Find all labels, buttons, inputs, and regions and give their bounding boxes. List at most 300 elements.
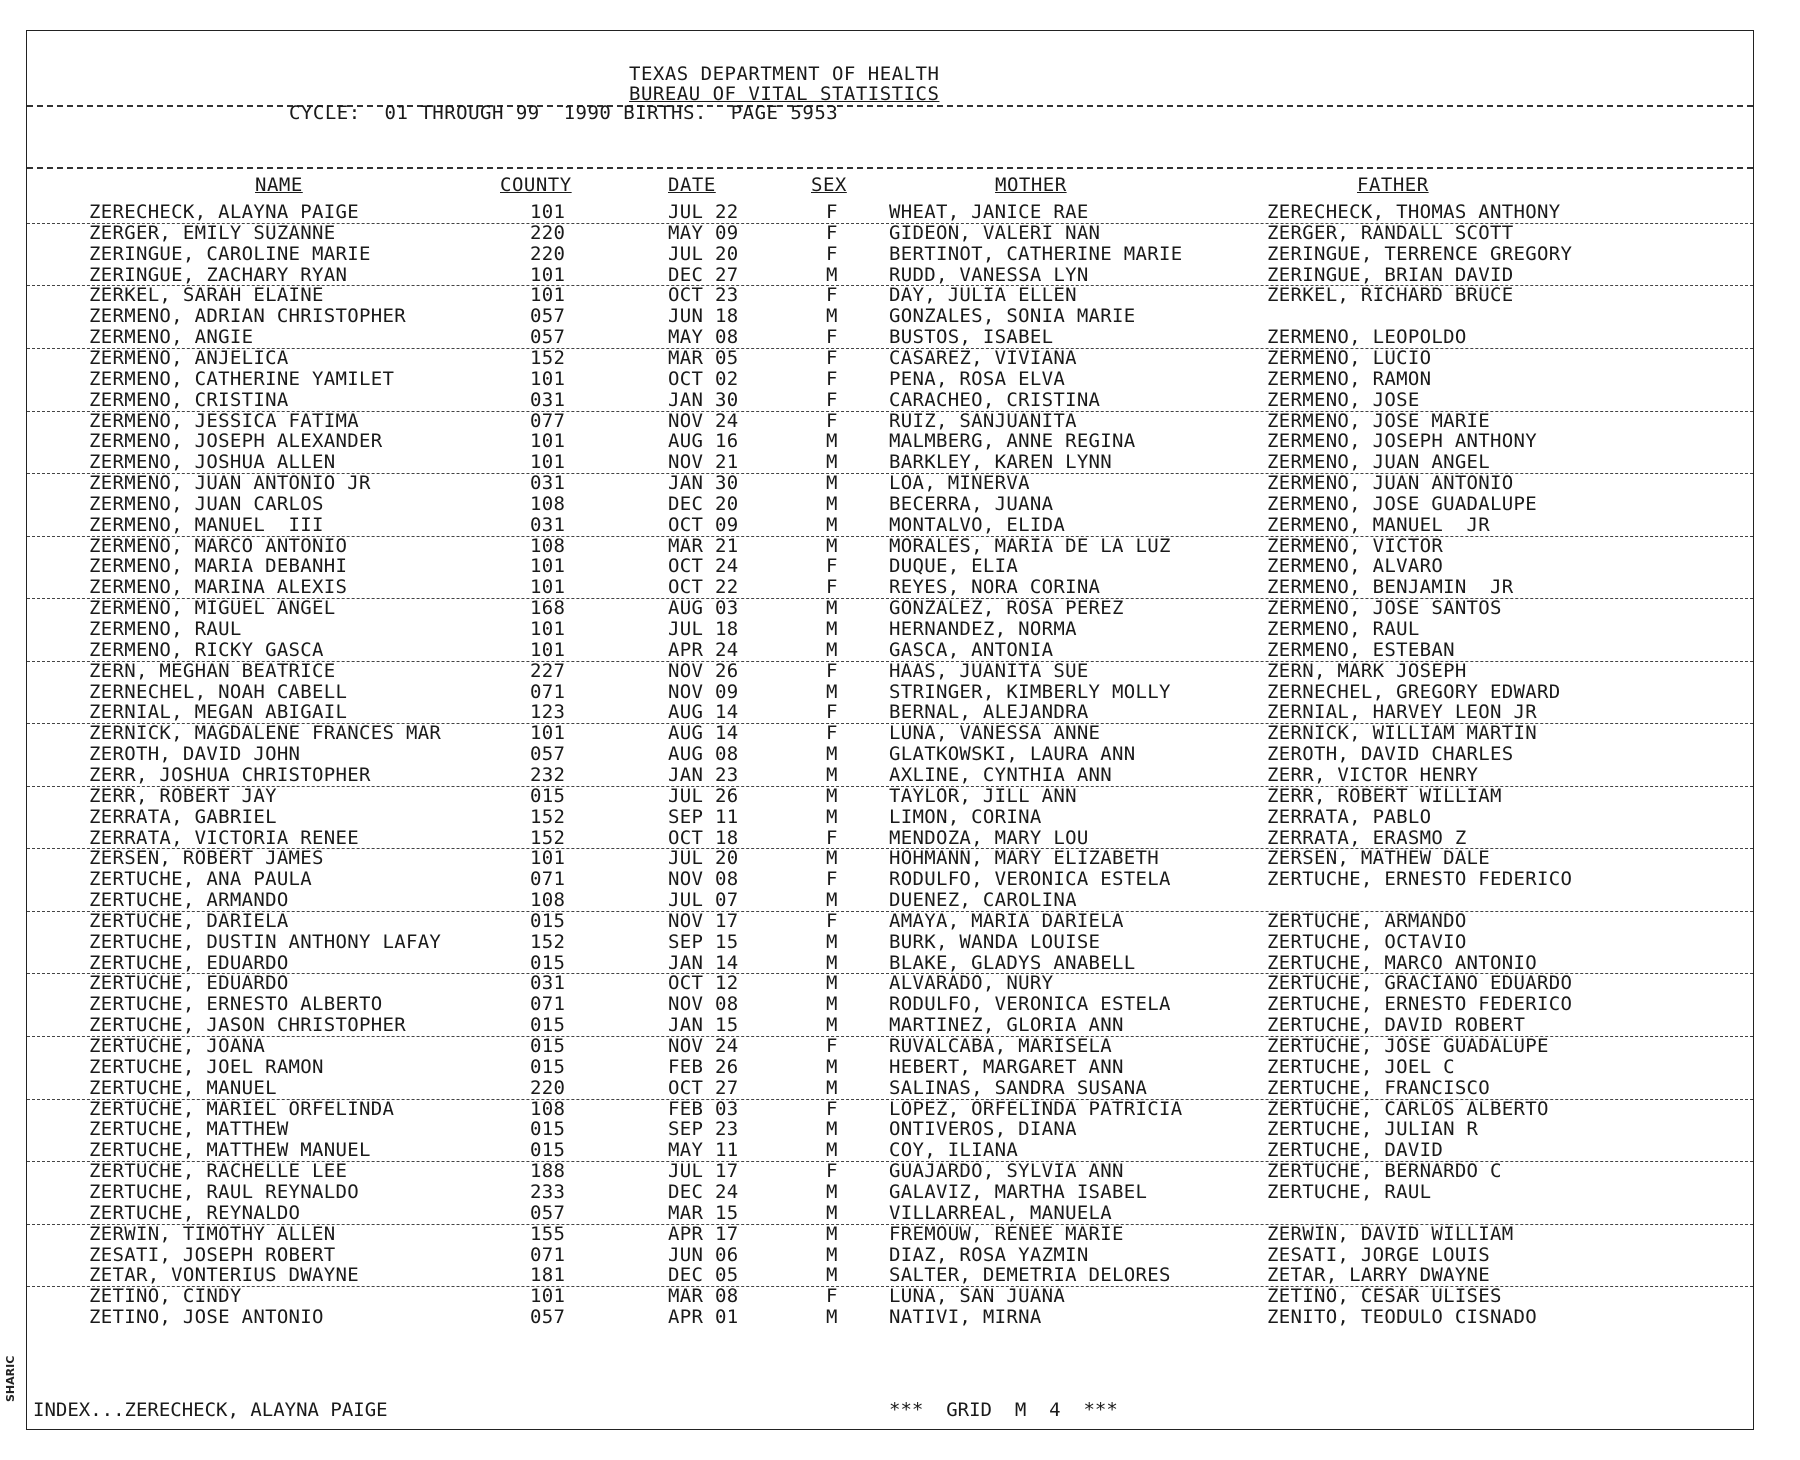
cell-sex: M [826, 493, 838, 514]
index-line: INDEX...ZERECHECK, ALAYNA PAIGE [33, 1399, 388, 1421]
cell-county: 101 [530, 264, 566, 285]
cell-mother: RUVALCABA, MARISELA [889, 1036, 1113, 1056]
cell-name: ZERNICK, MAGDALENE FRANCES MAR [89, 723, 442, 744]
cell-mother: FREMOUW, RENEE MARIE [889, 1223, 1124, 1244]
cell-county: 077 [530, 410, 566, 431]
cell-date: AUG 14 [668, 723, 739, 744]
cell-date: NOV 24 [668, 410, 739, 431]
table-row [27, 932, 1753, 953]
cell-date: JUN 06 [668, 1244, 739, 1265]
cell-sex: F [826, 389, 838, 410]
cell-sex: F [826, 660, 838, 681]
cell-father: ZEROTH, DAVID CHARLES [1267, 744, 1514, 765]
cell-name: ZERTUCHE, EDUARDO [89, 952, 289, 973]
cell-father: ZERWIN, DAVID WILLIAM [1267, 1223, 1514, 1244]
table-row [27, 1203, 1753, 1225]
cell-county: 071 [530, 681, 566, 702]
cell-date: NOV 21 [668, 452, 739, 473]
cell-father: ZERSEN, MATHEW DALE [1267, 848, 1491, 869]
table-row [27, 244, 1753, 265]
cell-name: ZERMENO, JESSICA FATIMA [89, 410, 359, 431]
cell-date: FEB 03 [668, 1098, 739, 1119]
cell-date: AUG 08 [668, 744, 739, 765]
cell-mother: BUSTOS, ISABEL [889, 327, 1054, 348]
cell-county: 071 [530, 994, 566, 1015]
cell-mother: DIAZ, ROSA YAZMIN [889, 1244, 1089, 1265]
cell-name: ZERGER, EMILY SUZANNE [89, 222, 336, 243]
cell-county: 220 [530, 222, 566, 243]
cell-father: ZERTUCHE, CARLOS ALBERTO [1267, 1098, 1549, 1119]
cell-mother: GLATKOWSKI, LAURA ANN [889, 744, 1136, 765]
cell-sex: M [826, 1265, 838, 1286]
table-row [27, 515, 1753, 537]
cell-father: ZERTUCHE, ERNESTO FEDERICO [1267, 869, 1573, 890]
cell-name: ZETINO, JOSE ANTONIO [89, 1307, 324, 1328]
cell-sex: M [826, 598, 838, 619]
cell-sex: M [826, 1223, 838, 1244]
cell-father: ZERMENO, LEOPOLDO [1267, 327, 1467, 348]
cell-father: ZERTUCHE, MARCO ANTONIO [1267, 952, 1537, 973]
cell-sex: M [826, 1181, 838, 1202]
cell-name: ZERRATA, VICTORIA RENEE [89, 827, 359, 848]
table-row [27, 1224, 1753, 1245]
cell-father: ZERRATA, ERASMO Z [1267, 827, 1467, 848]
cell-mother: SALTER, DEMETRIA DELORES [889, 1265, 1171, 1286]
cell-mother: NATIVI, MIRNA [889, 1307, 1042, 1328]
cell-father: ZERTUCHE, JOEL C [1267, 1056, 1455, 1077]
table-row [27, 369, 1753, 390]
cell-father: ZERINGUE, BRIAN DAVID [1267, 264, 1514, 285]
cell-father: ZERR, ROBERT WILLIAM [1267, 785, 1502, 806]
cell-sex: M [826, 764, 838, 785]
cell-mother: GIDEON, VALERI NAN [889, 222, 1101, 243]
cell-county: 015 [530, 1056, 566, 1077]
cell-father: ZERTUCHE, DAVID [1267, 1140, 1444, 1161]
cell-date: NOV 08 [668, 869, 739, 890]
table-row [27, 869, 1753, 890]
cell-county: 152 [530, 931, 566, 952]
cell-sex: M [826, 785, 838, 806]
cell-father: ZERTUCHE, FRANCISCO [1267, 1077, 1491, 1098]
cell-date: JAN 14 [668, 952, 739, 973]
cell-name: ZERMENO, MARINA ALEXIS [89, 577, 348, 598]
cell-father: ZERMENO, JOSE [1267, 389, 1420, 410]
cell-father: ZERMENO, ESTEBAN [1267, 639, 1455, 660]
cell-county: 015 [530, 952, 566, 973]
cell-father: ZETINO, CESAR ULISES [1267, 1286, 1502, 1307]
cell-county: 101 [530, 577, 566, 598]
cell-name: ZERECHECK, ALAYNA PAIGE [89, 202, 359, 222]
cell-sex: M [826, 744, 838, 765]
cell-date: MAR 08 [668, 1286, 739, 1307]
table-row [27, 890, 1753, 912]
cell-mother: DAY, JULIA ELLEN [889, 285, 1077, 306]
cell-county: 101 [530, 639, 566, 660]
cell-county: 233 [530, 1181, 566, 1202]
cell-date: OCT 18 [668, 827, 739, 848]
cell-father: ZERNICK, WILLIAM MARTIN [1267, 723, 1537, 744]
cell-county: 015 [530, 1119, 566, 1140]
table-row [27, 848, 1753, 869]
cell-mother: BARKLEY, KAREN LYNN [889, 452, 1113, 473]
cell-date: DEC 05 [668, 1265, 739, 1286]
cell-name: ZERNIAL, MEGAN ABIGAIL [89, 702, 348, 723]
cell-mother: SALINAS, SANDRA SUSANA [889, 1077, 1148, 1098]
cell-date: NOV 17 [668, 910, 739, 931]
cell-sex: M [826, 973, 838, 994]
cell-name: ZERWIN, TIMOTHY ALLEN [89, 1223, 336, 1244]
cell-date: MAR 05 [668, 347, 739, 368]
cell-county: 057 [530, 744, 566, 765]
cell-date: OCT 22 [668, 577, 739, 598]
department-title: TEXAS DEPARTMENT OF HEALTH [629, 63, 940, 85]
cell-date: OCT 02 [668, 368, 739, 389]
cell-mother: AXLINE, CYNTHIA ANN [889, 764, 1113, 785]
cell-date: DEC 20 [668, 493, 739, 514]
cell-date: DEC 24 [668, 1181, 739, 1202]
cell-sex: F [826, 869, 838, 890]
cell-sex: F [826, 327, 838, 348]
cell-mother: COY, ILIANA [889, 1140, 1019, 1161]
cell-date: OCT 24 [668, 556, 739, 577]
cell-father: ZERMENO, ALVARO [1267, 556, 1444, 577]
cell-county: 108 [530, 493, 566, 514]
cell-sex: M [826, 431, 838, 452]
cell-father: ZERMENO, JOSE SANTOS [1267, 598, 1502, 619]
cell-sex: F [826, 827, 838, 848]
cell-county: 168 [530, 598, 566, 619]
cell-county: 188 [530, 1161, 566, 1182]
cell-name: ZERMENO, JUAN ANTONIO JR [89, 473, 371, 494]
cell-date: JAN 30 [668, 389, 739, 410]
table-row [27, 661, 1753, 682]
cell-county: 015 [530, 785, 566, 806]
cell-county: 108 [530, 890, 566, 911]
cell-date: JUN 18 [668, 306, 739, 327]
cell-sex: M [826, 806, 838, 827]
cell-father: ZERTUCHE, JOSE GUADALUPE [1267, 1036, 1549, 1056]
cell-mother: LUNA, SAN JUANA [889, 1286, 1066, 1307]
cell-date: MAY 08 [668, 327, 739, 348]
cell-county: 031 [530, 473, 566, 494]
cell-county: 057 [530, 1202, 566, 1223]
cell-county: 101 [530, 1286, 566, 1307]
table-row [27, 786, 1753, 807]
cell-mother: LUNA, VANESSA ANNE [889, 723, 1101, 744]
cell-sex: M [826, 473, 838, 494]
cell-father: ZERMENO, JUAN ANTONIO [1267, 473, 1514, 494]
cell-name: ZERMENO, ANGIE [89, 327, 254, 348]
table-row [27, 1161, 1753, 1182]
table-row [27, 1015, 1753, 1037]
cell-date: APR 24 [668, 639, 739, 660]
cell-sex: M [826, 535, 838, 556]
cell-name: ZERTUCHE, MARIEL ORFELINDA [89, 1098, 395, 1119]
cell-father: ZESATI, JORGE LOUIS [1267, 1244, 1491, 1265]
cell-date: MAY 11 [668, 1140, 739, 1161]
cell-mother: MARTINEZ, GLORIA ANN [889, 1015, 1124, 1036]
cell-date: SEP 23 [668, 1119, 739, 1140]
cell-county: 101 [530, 848, 566, 869]
cell-name: ZERTUCHE, DUSTIN ANTHONY LAFAY [89, 931, 442, 952]
table-row [27, 598, 1753, 619]
cell-father: ZERR, VICTOR HENRY [1267, 764, 1479, 785]
cell-sex: M [826, 514, 838, 535]
cell-mother: RUIZ, SANJUANITA [889, 410, 1077, 431]
cell-mother: BECERRA, JUANA [889, 493, 1054, 514]
table-row [27, 744, 1753, 765]
cell-county: 108 [530, 535, 566, 556]
cell-name: ZERN, MEGHAN BEATRICE [89, 660, 336, 681]
cell-county: 071 [530, 869, 566, 890]
cell-father: ZERMENO, JOSEPH ANTHONY [1267, 431, 1537, 452]
cell-name: ZERTUCHE, RAUL REYNALDO [89, 1181, 359, 1202]
cell-name: ZERR, JOSHUA CHRISTOPHER [89, 764, 371, 785]
cell-county: 031 [530, 514, 566, 535]
table-row [27, 619, 1753, 640]
cell-mother: BERNAL, ALEJANDRA [889, 702, 1089, 723]
cell-mother: VILLARREAL, MANUELA [889, 1202, 1113, 1223]
record-page [26, 30, 1754, 1430]
cell-name: ZERMENO, JOSHUA ALLEN [89, 452, 336, 473]
cell-date: JUL 20 [668, 848, 739, 869]
cell-county: 071 [530, 1244, 566, 1265]
cell-name: ZERMENO, MARCO ANTONIO [89, 535, 348, 556]
cell-mother: GONZALEZ, ROSA PEREZ [889, 598, 1124, 619]
cell-name: ZESATI, JOSEPH ROBERT [89, 1244, 336, 1265]
cell-sex: F [826, 222, 838, 243]
table-row [27, 973, 1753, 994]
cell-name: ZERTUCHE, ERNESTO ALBERTO [89, 994, 383, 1015]
cell-county: 031 [530, 389, 566, 410]
table-row [27, 223, 1753, 244]
cell-sex: M [826, 1307, 838, 1328]
cell-father: ZETAR, LARRY DWAYNE [1267, 1265, 1491, 1286]
table-row [27, 723, 1753, 744]
cell-county: 108 [530, 1098, 566, 1119]
cell-name: ZERMENO, MARIA DEBANHI [89, 556, 348, 577]
cell-name: ZERTUCHE, ANA PAULA [89, 869, 313, 890]
cell-sex: F [826, 243, 838, 264]
cell-mother: GALAVIZ, MARTHA ISABEL [889, 1181, 1148, 1202]
cell-name: ZERTUCHE, MANUEL [89, 1077, 277, 1098]
cell-father: ZERMENO, RAUL [1267, 619, 1420, 639]
cell-sex: F [826, 347, 838, 368]
cell-name: ZERTUCHE, REYNALDO [89, 1202, 301, 1223]
cell-name: ZERTUCHE, JOEL RAMON [89, 1056, 324, 1077]
cell-mother: WHEAT, JANICE RAE [889, 202, 1089, 222]
cell-father: ZERNECHEL, GREGORY EDWARD [1267, 681, 1561, 702]
cell-name: ZERINGUE, ZACHARY RYAN [89, 264, 348, 285]
cell-father: ZERTUCHE, JULIAN R [1267, 1119, 1479, 1140]
cell-sex: F [826, 202, 838, 222]
cell-county: 015 [530, 1015, 566, 1036]
cell-father: ZERTUCHE, ERNESTO FEDERICO [1267, 994, 1573, 1015]
cell-county: 227 [530, 660, 566, 681]
cell-father: ZERMENO, JUAN ANGEL [1267, 452, 1491, 473]
cell-mother: DUENEZ, CAROLINA [889, 890, 1077, 911]
table-row [27, 1265, 1753, 1287]
cell-county: 101 [530, 285, 566, 306]
cell-mother: HAAS, JUANITA SUE [889, 660, 1089, 681]
cell-date: APR 17 [668, 1223, 739, 1244]
table-row [27, 265, 1753, 287]
cell-county: 015 [530, 1036, 566, 1056]
cell-name: ZERMENO, JUAN CARLOS [89, 493, 324, 514]
cell-date: JUL 18 [668, 619, 739, 639]
cell-mother: GASCA, ANTONIA [889, 639, 1054, 660]
cell-county: 232 [530, 764, 566, 785]
cell-name: ZERSEN, ROBERT JAMES [89, 848, 324, 869]
cell-county: 057 [530, 306, 566, 327]
cell-sex: F [826, 910, 838, 931]
cell-county: 101 [530, 202, 566, 222]
cell-county: 101 [530, 431, 566, 452]
cell-mother: MORALES, MARIA DE LA LUZ [889, 535, 1171, 556]
cell-sex: M [826, 452, 838, 473]
table-row [27, 473, 1753, 494]
table-row [27, 807, 1753, 828]
cell-name: ZERMENO, RICKY GASCA [89, 639, 324, 660]
cell-date: AUG 14 [668, 702, 739, 723]
cell-father: ZERINGUE, TERRENCE GREGORY [1267, 243, 1573, 264]
cell-date: APR 01 [668, 1307, 739, 1328]
cell-father: ZERTUCHE, GRACIANO EDUARDO [1267, 973, 1573, 994]
column-header-father: FATHER [1357, 174, 1429, 196]
cell-father: ZERN, MARK JOSEPH [1267, 660, 1467, 681]
cell-mother: CASAREZ, VIVIANA [889, 347, 1077, 368]
cell-mother: DUQUE, ELIA [889, 556, 1019, 577]
cell-county: 152 [530, 347, 566, 368]
table-row [27, 202, 1753, 224]
cell-date: JUL 20 [668, 243, 739, 264]
cell-name: ZEROTH, DAVID JOHN [89, 744, 301, 765]
cell-sex: F [826, 410, 838, 431]
table-row [27, 285, 1753, 306]
cell-sex: M [826, 1140, 838, 1161]
cell-mother: BERTINOT, CATHERINE MARIE [889, 243, 1183, 264]
cell-father: ZERTUCHE, DAVID ROBERT [1267, 1015, 1526, 1036]
cell-father: ZERTUCHE, OCTAVIO [1267, 931, 1467, 952]
cell-sex: M [826, 639, 838, 660]
cell-name: ZERMENO, CRISTINA [89, 389, 289, 410]
column-header-date: DATE [668, 174, 716, 196]
cell-date: JAN 30 [668, 473, 739, 494]
cell-county: 057 [530, 1307, 566, 1328]
table-row [27, 765, 1753, 787]
cell-date: NOV 09 [668, 681, 739, 702]
table-row [27, 348, 1753, 369]
cell-date: NOV 24 [668, 1036, 739, 1056]
cell-name: ZERTUCHE, RACHELLE LEE [89, 1161, 348, 1182]
table-row [27, 577, 1753, 599]
cell-mother: ALVARADO, NURY [889, 973, 1054, 994]
cell-date: OCT 27 [668, 1077, 739, 1098]
cell-mother: RUDD, VANESSA LYN [889, 264, 1089, 285]
cell-name: ZERMENO, MIGUEL ANGEL [89, 598, 336, 619]
cell-county: 155 [530, 1223, 566, 1244]
cell-date: AUG 16 [668, 431, 739, 452]
column-header-county: COUNTY [500, 174, 572, 196]
table-row [27, 1245, 1753, 1266]
cell-father: ZERKEL, RICHARD BRUCE [1267, 285, 1514, 306]
cell-mother: LIMON, CORINA [889, 806, 1042, 827]
cell-mother: HEBERT, MARGARET ANN [889, 1056, 1124, 1077]
cell-date: JAN 23 [668, 764, 739, 785]
cell-date: JUL 17 [668, 1161, 739, 1182]
cell-county: 181 [530, 1265, 566, 1286]
cell-mother: AMAYA, MARIA DARIELA [889, 910, 1124, 931]
cell-county: 101 [530, 368, 566, 389]
bureau-title: BUREAU OF VITAL STATISTICS [629, 83, 940, 105]
cell-county: 123 [530, 702, 566, 723]
table-row [27, 702, 1753, 724]
cell-sex: F [826, 368, 838, 389]
cell-sex: F [826, 723, 838, 744]
cell-county: 101 [530, 452, 566, 473]
cell-sex: M [826, 1056, 838, 1077]
cell-sex: F [826, 577, 838, 598]
cell-mother: GUAJARDO, SYLVIA ANN [889, 1161, 1124, 1182]
cell-sex: M [826, 264, 838, 285]
cell-sex: M [826, 619, 838, 639]
cell-sex: F [826, 1286, 838, 1307]
cell-county: 152 [530, 827, 566, 848]
cell-name: ZERTUCHE, DARIELA [89, 910, 289, 931]
table-row [27, 556, 1753, 577]
cell-mother: MONTALVO, ELIDA [889, 514, 1066, 535]
cell-father: ZERECHECK, THOMAS ANTHONY [1267, 202, 1561, 222]
cell-father: ZERRATA, PABLO [1267, 806, 1432, 827]
cell-sex: M [826, 306, 838, 327]
table-row [27, 1286, 1753, 1307]
cell-date: OCT 23 [668, 285, 739, 306]
table-row [27, 1057, 1753, 1078]
cell-mother: BURK, WANDA LOUISE [889, 931, 1101, 952]
cell-name: ZETAR, VONTERIUS DWAYNE [89, 1265, 359, 1286]
cell-name: ZERMENO, JOSEPH ALEXANDER [89, 431, 383, 452]
header-divider [27, 105, 1753, 107]
cell-name: ZERMENO, RAUL [89, 619, 242, 639]
cell-date: OCT 12 [668, 973, 739, 994]
table-row [27, 1140, 1753, 1162]
cell-mother: HOHMANN, MARY ELIZABETH [889, 848, 1159, 869]
cell-date: JUL 26 [668, 785, 739, 806]
cell-date: JUL 22 [668, 202, 739, 222]
cell-sex: F [826, 1098, 838, 1119]
cell-name: ZERRATA, GABRIEL [89, 806, 277, 827]
cell-date: AUG 03 [668, 598, 739, 619]
column-header-sex: SEX [811, 174, 847, 196]
cell-father: ZERMENO, MANUEL JR [1267, 514, 1491, 535]
cell-county: 101 [530, 556, 566, 577]
cell-mother: RODULFO, VERONICA ESTELA [889, 869, 1171, 890]
cell-mother: REYES, NORA CORINA [889, 577, 1101, 598]
cell-date: DEC 27 [668, 264, 739, 285]
cell-date: NOV 26 [668, 660, 739, 681]
table-row [27, 828, 1753, 850]
cell-sex: M [826, 952, 838, 973]
cell-father: ZERTUCHE, RAUL [1267, 1181, 1432, 1202]
cell-father: ZERMENO, BENJAMIN JR [1267, 577, 1514, 598]
cell-mother: HERNANDEZ, NORMA [889, 619, 1077, 639]
side-margin-mark: SHARIC [4, 1355, 17, 1402]
table-row [27, 1036, 1753, 1057]
cell-sex: M [826, 848, 838, 869]
cell-date: SEP 15 [668, 931, 739, 952]
cell-date: SEP 11 [668, 806, 739, 827]
cell-county: 101 [530, 619, 566, 639]
